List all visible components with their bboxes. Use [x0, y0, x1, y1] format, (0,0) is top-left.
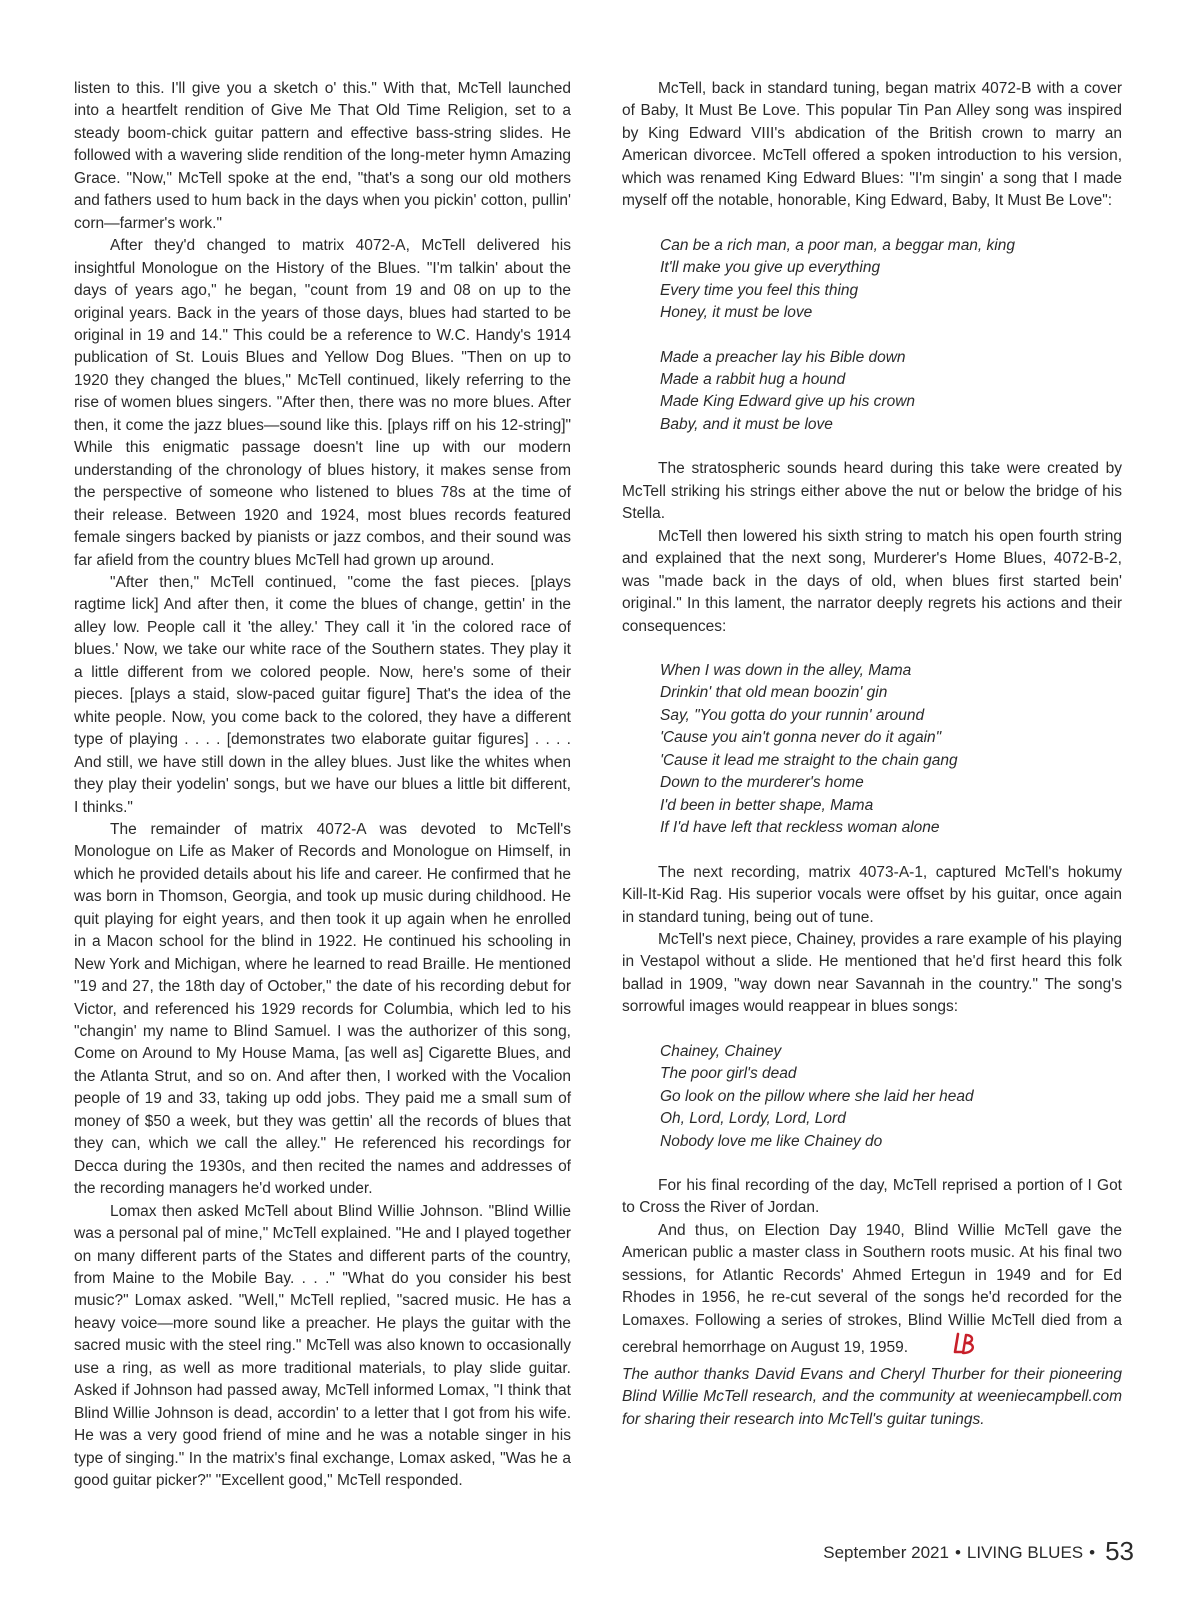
body-paragraph: The remainder of matrix 4072-A was devoted to McTell's Monologue on Life as Maker of Records and Monologue on Himself, in which he provided details about his life and career. He confirmed that he was born in Thomson, Georgia, and took up music during childhood. He quit playing for eight years, and then took it up again when he enrolled in a Macon school for the blind in 1922. He continued his schooling in New York and Michigan, where he learned to read Braille. He mentioned "19 and 27, the 18th day of October," the date of his recording debut for Victor, and referenced his 1929 records for Columbia, which led to his "changin' my name to Blind Samuel. I was the authorizer of this song, Come on Around to My House Mama, [as well as] Cigarette Blues, and the Atlanta Strut, and so on. And after then, I worked with the Vocalion people of 19 and 33, taking up odd jobs. They paid me a small sum of money of $50 a week, but they was gettin' all the records of blues that they can, which we call the alley." He referenced his recordings for Decca during the 1930s, and then recited the names and addresses of the recording managers he'd worked under.	[74, 820, 571, 1198]
body-paragraph: McTell then lowered his sixth string to match his open fourth string and explained that the next song, Murderer's Home Blues, 4072-B-2, was "made back in the days of old, when blues first started bein' original." In this lament, the narrator deeply regrets his actions and their consequences:	[622, 527, 1122, 635]
lyric-line: Say, "You gotta do your runnin' around	[660, 706, 925, 724]
lyric-line: 'Cause it lead me straight to the chain gang	[660, 751, 958, 769]
body-paragraph: McTell's next piece, Chainey, provides a rare example of his playing in Vestapol without a slide. He mentioned that he'd first heard this folk ballad in 1909, "way down near Savannah in the country." The song's sorrowful images would reappear in blues songs:	[622, 930, 1122, 1016]
lyric-verse	[660, 347, 1122, 437]
body-paragraph: Lomax then asked McTell about Blind Willie Johnson. "Blind Willie was a personal pal of mine," McTell explained. "He and I played together on many different parts of the States and different parts of the country, from Maine to the Mobile Bay. . . ." "What do you consider his best music?" Lomax asked. "Well," McTell replied, "sacred music. He has a heavy voice—more sound like a preacher. He plays the guitar with the sacred music with the steel ring." McTell was also known to occasionally use a ring, as well as more traditional materials, to play slide guitar. Asked if Johnson had passed away, McTell informed Lomax, "I think that Blind Willie Johnson is dead, accordin' to a letter that I got from his wife. He was a very good friend of mine and he was a notable singer in his type of singing." In the matrix's final exchange, Lomax asked, "Was he a good guitar picker?" "Excellent good," McTell responded.	[74, 1202, 571, 1490]
lyric-line: If I'd have left that reckless woman alone	[660, 819, 940, 837]
body-paragraph	[622, 1220, 1122, 1364]
issue-date: September 2021	[823, 1543, 949, 1562]
body-paragraph: For his final recording of the day, McTell reprised a portion of I Got to Cross the River of Jordan.	[622, 1177, 1122, 1217]
bullet-separator: •	[1089, 1543, 1096, 1562]
lyric-line: Oh, Lord, Lordy, Lord, Lord	[660, 1110, 846, 1128]
body-paragraph: listen to this. I'll give you a sketch o' this." With that, McTell launched into a heartfelt rendition of Give Me That Old Time Religion, set to a steady boom-chick guitar pattern and effective bass-string slides. He followed with a wavering slide rendition of the long-meter hymn Amazing Grace. "Now," McTell spoke at the end, "that's a song our old mothers and fathers used to hum back in the days when you pickin' cotton, pullin' corn—farmer's work."	[74, 80, 571, 232]
bullet-separator: •	[954, 1543, 961, 1562]
lyric-line: 'Cause you ain't gonna never do it again"	[660, 729, 942, 747]
lyric-line: When I was down in the alley, Mama	[660, 661, 912, 679]
lyric-verse	[660, 660, 1122, 840]
lyric-line: Nobody love me like Chainey do	[660, 1132, 883, 1150]
left-column	[74, 78, 571, 1493]
closing-paragraph-text: And thus, on Election Day 1940, Blind Willie McTell gave the American public a master class in Southern roots music. At his final two sessions, for Atlantic Records' Ahmed Ertegun in 1949 and for Ed Rhodes in 1956, he re-cut several of the songs he'd recorded for the Lomaxes. Following a series of strokes, Blind Willie McTell died from a cerebral hemorrhage on August 19, 1959.	[622, 1221, 1122, 1357]
lyric-verse	[660, 1041, 1122, 1153]
lyric-line: Made King Edward give up his crown	[660, 393, 916, 411]
magazine-name: LIVING BLUES	[966, 1543, 1084, 1562]
lyric-verse	[660, 235, 1122, 325]
lyric-line: Go look on the pillow where she laid her head	[660, 1087, 974, 1105]
author-credit: The author thanks David Evans and Cheryl Thurber for their pioneering Blind Willie McTell research, and the community at weeniecampbell.com for sharing their research into McTell's guitar tunings.	[622, 1365, 1122, 1428]
body-paragraph: "After then," McTell continued, "come the fast pieces. [plays ragtime lick] And after then, it come the blues of change, gettin' in the alley low. People call it 'the alley.' They call it 'in the colored race of blues.' Now, we take our white race of the Southern states. They play it a little different from we colored people. Now, here's some of their pieces. [plays a staid, slow-paced guitar figure] That's the idea of the white people. Now, you come back to the colored, they have a different type of playing . . . . [demonstrates two elaborate guitar figures] . . . . And still, we have still down in the alley blues. Just like the whites when they play their yodelin' songs, but we have our blues a little bit different, I thinks."	[74, 573, 571, 816]
end-mark-icon	[916, 1332, 978, 1363]
body-paragraph: The stratospheric sounds heard during this take were created by McTell striking his strings either above the nut or below the bridge of his Stella.	[622, 460, 1122, 523]
lyric-line: Can be a rich man, a poor man, a beggar man, king	[660, 236, 1015, 254]
lyric-line: It'll make you give up everything	[660, 259, 881, 277]
body-paragraph: McTell, back in standard tuning, began matrix 4072-B with a cover of Baby, It Must Be Love. This popular Tin Pan Alley song was inspired by King Edward VIII's abdication of the British crown to marry an American divorcee. McTell offered a spoken introduction to his version, which was renamed King Edward Blues: "I'm singin' a song that I made myself off the notable, honorable, King Edward, Baby, It Must Be Love":	[622, 80, 1122, 210]
lyric-line: Baby, and it must be love	[660, 415, 833, 433]
lyric-line: Made a preacher lay his Bible down	[660, 348, 906, 366]
body-paragraph: The next recording, matrix 4073-A-1, captured McTell's hokumy Kill-It-Kid Rag. His superior vocals were offset by his guitar, once again in standard tuning, being out of tune.	[622, 863, 1122, 926]
lyric-line: Made a rabbit hug a hound	[660, 370, 846, 388]
page-footer	[823, 1536, 1134, 1567]
lyric-line: The poor girl's dead	[660, 1065, 797, 1083]
body-paragraph: After they'd changed to matrix 4072-A, McTell delivered his insightful Monologue on the History of the Blues. "I'm talkin' about the days of years ago," he began, "count from 19 and 08 on up to the original years. Back in the years of those days, blues had started to be original in 19 and 14." This could be a reference to W.C. Handy's 1914 publication of St. Louis Blues and Yellow Dog Blues. "Then on up to 1920 they changed the blues," McTell continued, likely referring to the rise of women blues singers. "After then, there was no more blues. After then, it come the jazz blues—sound like this. [plays riff on his 12-string]" While this enigmatic passage doesn't line up with our modern understanding of the chronology of blues history, it makes sense from the perspective of someone who listened to blues 78s at the time of their release. Between 1920 and 1924, most blues records featured female singers backed by pianists or jazz combos, and their sound was far afield from the country blues McTell had grown up around.	[74, 237, 571, 569]
lyric-line: Chainey, Chainey	[660, 1042, 782, 1060]
lyric-line: Every time you feel this thing	[660, 281, 859, 299]
lyric-line: I'd been in better shape, Mama	[660, 796, 874, 814]
page-number: 53	[1105, 1536, 1134, 1566]
lyric-line: Drinkin' that old mean boozin' gin	[660, 684, 888, 702]
right-column	[622, 78, 1122, 1431]
lyric-line: Down to the murderer's home	[660, 774, 864, 792]
lyric-line: Honey, it must be love	[660, 304, 813, 322]
